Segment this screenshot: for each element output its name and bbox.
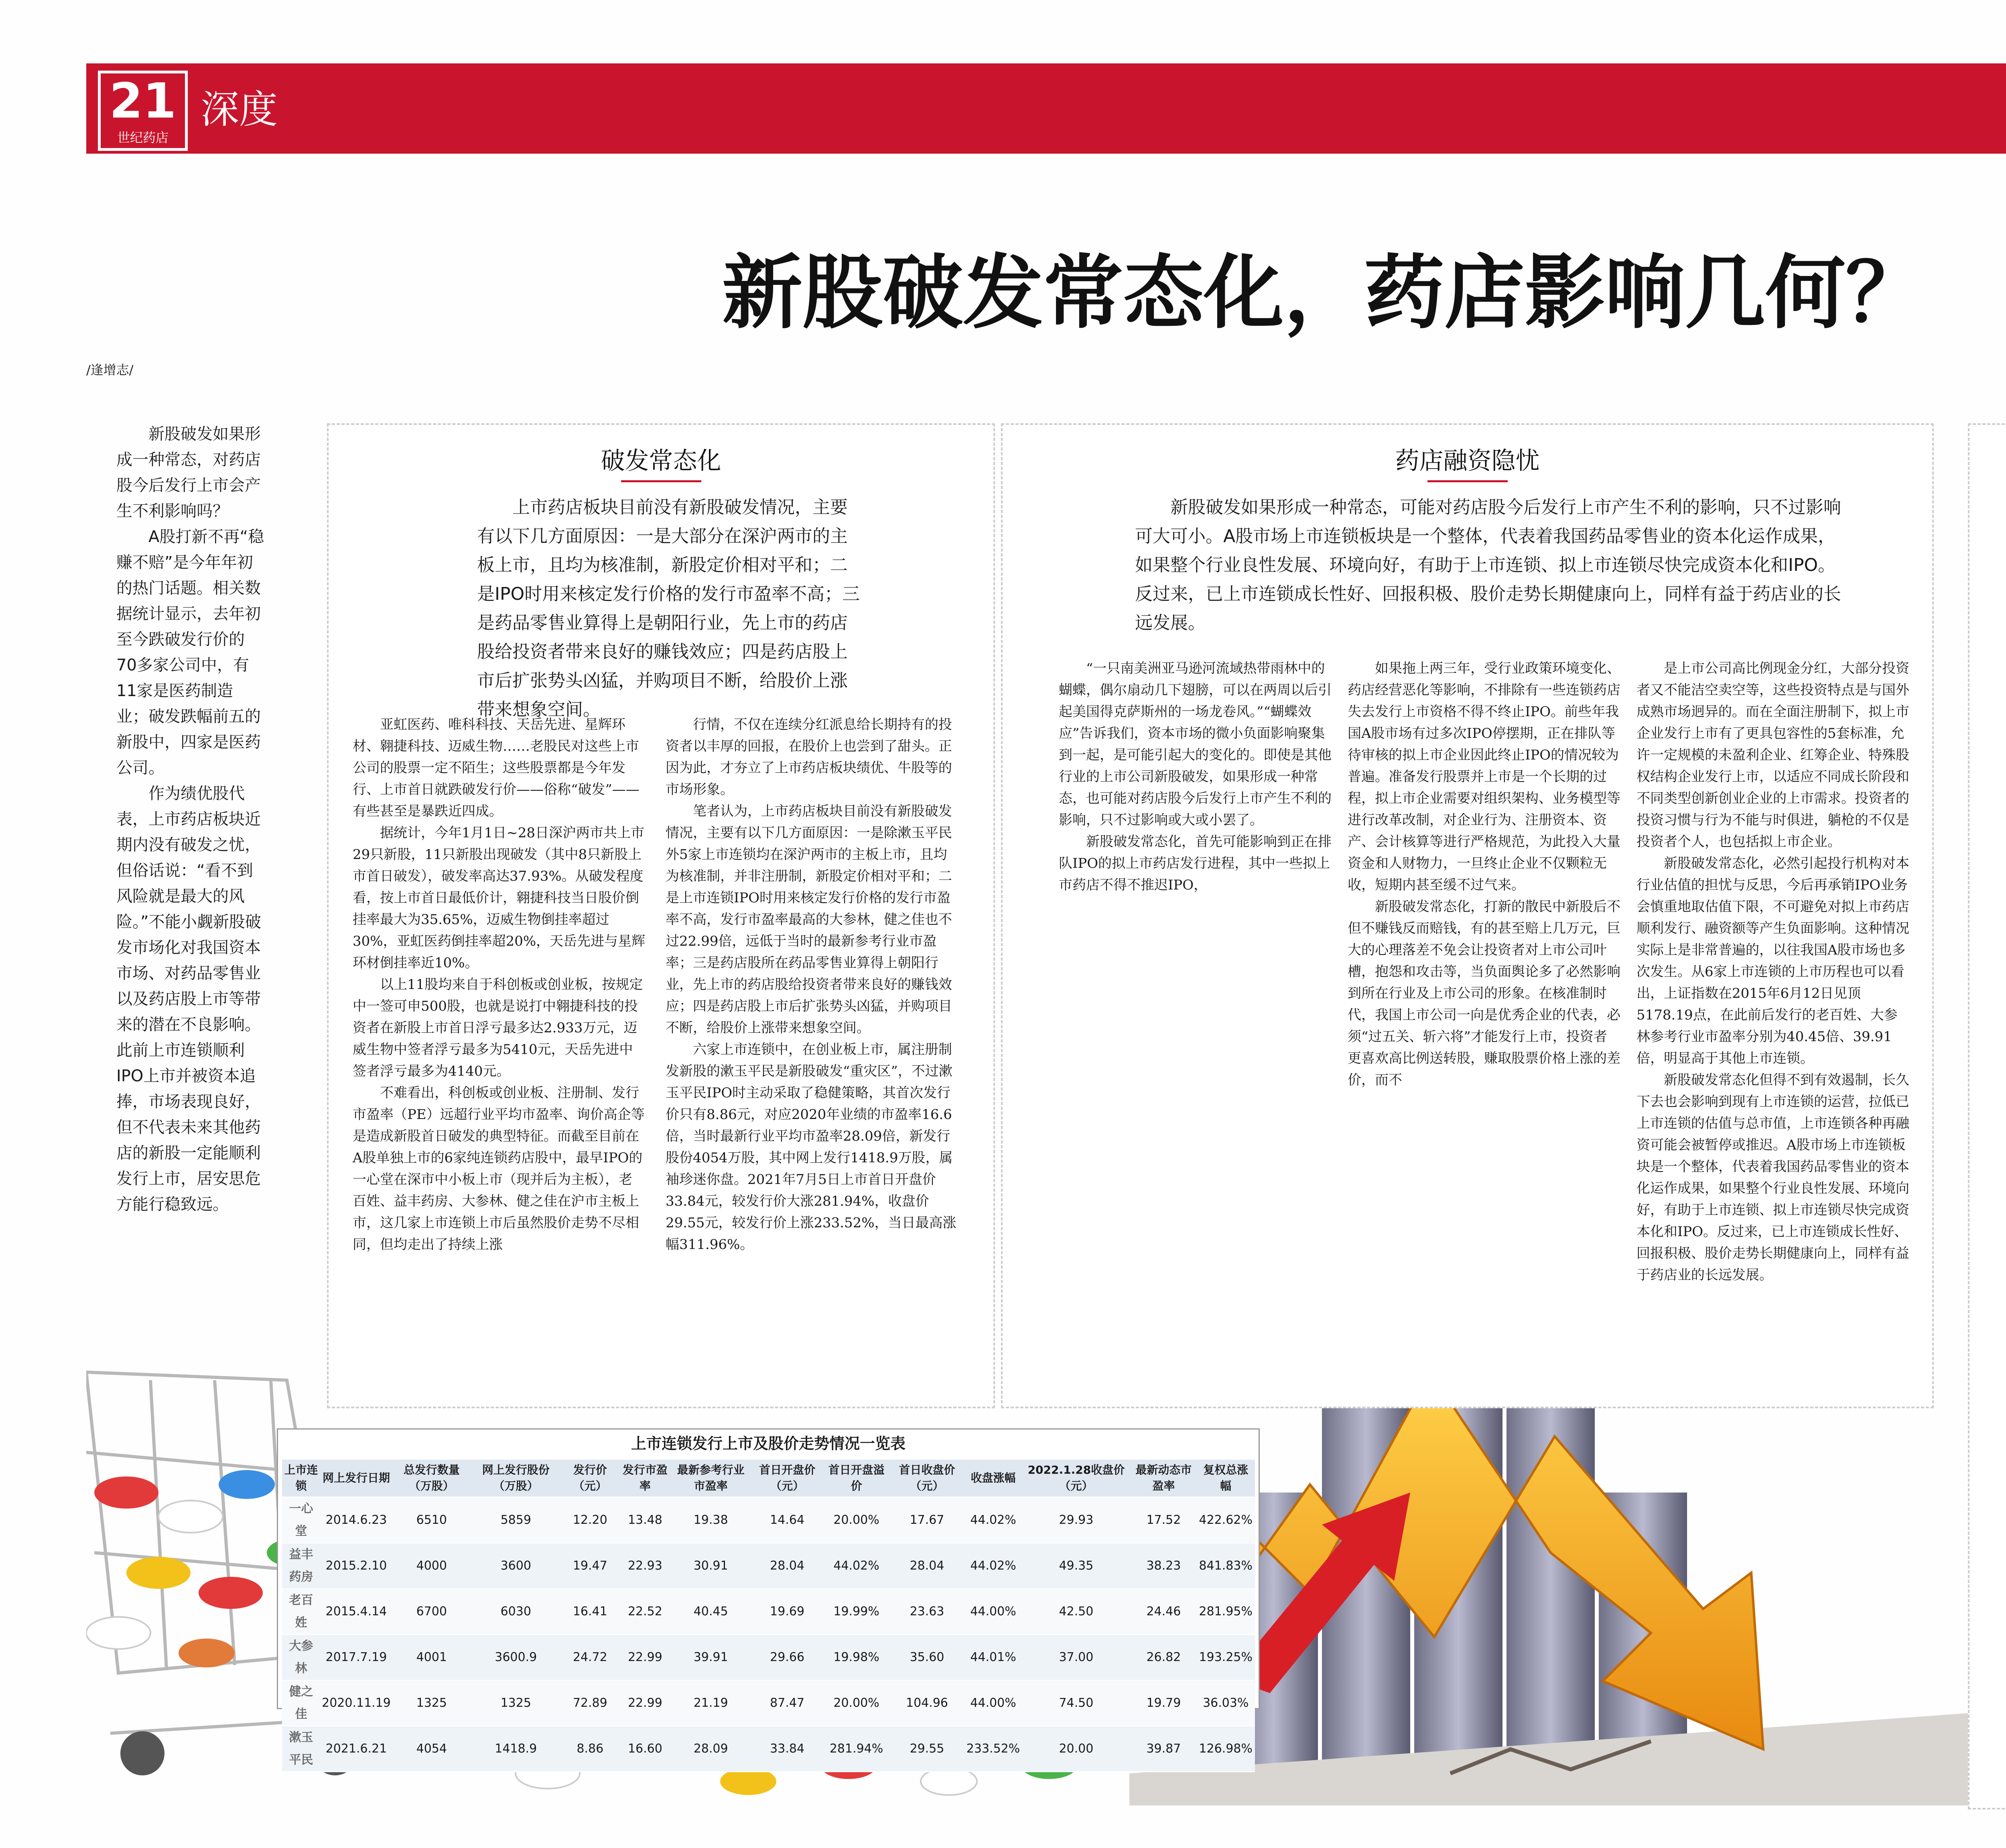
article-paragraph: 行情，不仅在连续分红派息给长期持有的投资者以丰厚的回报，在股价上也尝到了甜头。正因为此，才夯立了上市药店板块绩优、牛股等的市场形象。 [666,717,952,798]
table-cell: 3600 [471,1543,561,1589]
table-cell: 422.62% [1196,1497,1255,1543]
table-cell: 22.99 [619,1635,671,1680]
table-cell: 126.98% [1196,1726,1255,1772]
table-cell: 28.04 [889,1543,965,1589]
table-row-label: 一心堂 [282,1497,320,1543]
table-header-cell: 首日开盘溢价 [824,1460,889,1497]
table-cell: 24.46 [1131,1589,1197,1635]
table-row [282,1635,1255,1680]
table-cell: 19.98% [824,1635,889,1680]
table-cell: 39.91 [671,1635,751,1680]
article-paragraph: 笔者认为，上市药店板块目前没有新股破发情况，主要有以下几方面原因：一是除漱玉平民外5家上市连锁均在深沪两市的主板上市，且均为核准制，并非注册制，新股定价相对平和；二是上市连锁IPO时用来核定发行价格的发行市盈率不高，发行市盈率最高的大参林，健之佳也不过22.99倍，远低于当时的最新参考行业市盈率；三是药店股所在药品零售业算得上朝阳行业，先上市的药店股给投资者带来良好的赚钱效应；四是药店股上市后扩张势头凶猛，并购项目不断，给股价上涨带来想象空间。 [666,803,952,1036]
intro-paragraph: 新股破发如果形成一种常态，对药店股今后发行上市会产生不利影响吗？ [116,425,261,520]
table-cell: 4054 [392,1726,471,1772]
table-cell: 1418.9 [471,1726,561,1772]
table-cell: 17.52 [1131,1497,1197,1543]
table-cell: 1325 [392,1680,471,1726]
table-cell: 19.99% [824,1589,889,1635]
article-column [353,714,646,1255]
table-cell: 29.93 [1021,1497,1131,1543]
section-name: 深度 [201,87,278,132]
table-cell: 24.72 [561,1635,619,1680]
table-cell: 233.52% [965,1726,1021,1772]
table-cell: 841.83% [1196,1543,1255,1589]
table-row [282,1497,1255,1543]
article-column [666,714,958,1255]
table-body [282,1497,1255,1772]
article-paragraph: “一只南美洲亚马逊河流域热带雨林中的蝴蝶，偶尔扇动几下翅膀，可以在两周以后引起美国得克萨斯州的一场龙卷风。”“蝴蝶效应”告诉我们，资本市场的微小负面影响聚集到一起，是可能引起大的变化的。即使是其他行业的上市公司新股破发，如果形成一种常态，也可能对药店股今后发行上市产生不利的影响，只不过影响或大或小罢了。 [1059,660,1332,828]
table-cell: 8.86 [561,1726,619,1772]
table-cell: 16.60 [619,1726,671,1772]
table-cell: 87.47 [751,1680,824,1726]
table-cell: 2014.6.23 [320,1497,392,1543]
section-title: 药店融资隐忧 [1003,445,1932,485]
table-cell: 39.87 [1131,1726,1197,1772]
table-cell: 44.02% [965,1497,1021,1543]
table-cell: 30.91 [671,1543,751,1589]
table-header-cell: 发行价（元） [561,1460,619,1497]
table-cell: 6510 [392,1497,471,1543]
article-paragraph: 新股破发常态化，首先可能影响到正在排队IPO的拟上市药店发行进程，其中一些拟上市药店不得不推迟IPO， [1059,834,1332,893]
table-cell: 4000 [392,1543,471,1589]
table-cell: 20.00% [824,1497,889,1543]
table-header-cell: 网上发行股份（万股） [471,1460,561,1497]
table-cell: 19.47 [561,1543,619,1589]
headline: 新股破发常态化，药店影响几何？ [722,246,1926,340]
intro-paragraph: A股打新不再“稳赚不赔”是今年年初的热门话题。相关数据统计显示，去年初至今跌破发行价的70多家公司中，有11家是医药制造业；破发跌幅前五的新股中，四家是医药公司。 [116,528,264,777]
table-cell: 44.02% [824,1543,889,1589]
section-panel-1 [327,423,995,1408]
cart-wheel [120,1731,164,1775]
section-lead: 新股破发如果形成一种常态，可能对药店股今后发行上市产生不利的影响，只不过影响可大可小。A股市场上市连锁板块是一个整体，代表着我国药品零售业的资本化运作成果，如果整个行业良性发展、环境向好，有助于上市连锁、拟上市连锁尽快完成资本化和IPO。反过来，已上市连锁成长性好、回报积极、股价走势长期健康向上，同样有益于药店业的长远发展。 [1135,497,1841,633]
stock-table-box [277,1428,1260,1767]
table-cell: 20.00 [1021,1726,1131,1772]
table-header-cell: 收盘涨幅 [965,1460,1021,1497]
table-cell: 26.82 [1131,1635,1197,1680]
table-header-cell: 最新参考行业市盈率 [671,1460,751,1497]
table-header-cell: 总发行数量（万股） [392,1460,471,1497]
article-paragraph: 六家上市连锁中，在创业板上市，属注册制发新股的漱玉平民是新股破发“重灾区”，不过漱玉平民IPO时主动采取了稳健策略，其首次发行价只有8.86元，对应2020年业绩的市盈率16.6倍，当时最新行业平均市盈率28.09倍，新发行股份4054万股，其中网上发行1418.9万股，属袖珍迷你盘。2021年7月5日上市首日开盘价33.84元，较发行价大涨281.94%，收盘价29.55元，较发行价上涨233.52%，当日最高涨幅311.96%。 [666,1042,956,1253]
article-column [1348,658,1620,1091]
section-panel-3 [1968,423,2006,1809]
table-cell: 49.35 [1021,1543,1131,1589]
table-cell: 21.19 [671,1680,751,1726]
table-cell: 19.38 [671,1497,751,1543]
table-cell: 2017.7.19 [320,1635,392,1680]
table-cell: 22.99 [619,1680,671,1726]
table-cell: 42.50 [1021,1589,1131,1635]
table-row [282,1726,1255,1772]
table-cell: 20.00% [824,1680,889,1726]
article-paragraph: 新股破发常态化，必然引起投行机构对本行业估值的担忧与反思，今后再承销IPO业务会慎重地取估值下限，不可避免对拟上市药店顺利发行、融资额等产生负面影响。这种情况实际上是非常普遍的，以往我国A股市场也多次发生。从6家上市连锁的上市历程也可以看出，上证指数在2015年6月12日见顶5178.19点，在此前后发行的老百姓、大参林参考行业市盈率分别为40.45倍、39.91倍，明显高于其他上市连锁。 [1636,855,1909,1066]
table-cell: 12.20 [561,1497,619,1543]
table-cell: 29.66 [751,1635,824,1680]
table-cell: 1325 [471,1680,561,1726]
table-cell: 22.52 [619,1589,671,1635]
table-cell: 33.84 [751,1726,824,1772]
table-cell: 193.25% [1196,1635,1255,1680]
newspaper-logo [98,71,188,151]
table-row-label: 大参林 [282,1635,320,1680]
table-header-cell: 最新动态市盈率 [1131,1460,1197,1497]
section-title [1969,445,2006,485]
table-cell: 28.04 [751,1543,824,1589]
article-paragraph: 亚虹医药、唯科科技、天岳先进、星辉环材、翱捷科技、迈威生物……老股民对这些上市公司的股票一定不陌生；这些股票都是今年发行、上市首日就跌破发行价——俗称“破发”——有些甚至是暴跌近四成。 [353,717,640,819]
table-cell: 281.95% [1196,1589,1255,1635]
table-cell: 44.02% [965,1543,1021,1589]
table-header-cell: 首日收盘价（元） [889,1460,965,1497]
article-paragraph: 以上11股均来自于科创板或创业板，按规定中一签可申500股，也就是说打中翱捷科技的投资者在新股上市首日浮亏最多达2.933万元，迈威生物中签者浮亏最多为5410元，天岳先进中签者浮亏最多为4140元。 [353,977,643,1079]
table-header-cell: 网上发行日期 [320,1460,392,1497]
table-cell: 35.60 [889,1635,965,1680]
table-cell: 40.45 [671,1589,751,1635]
table-cell: 44.00% [965,1589,1021,1635]
table-title: 上市连锁发行上市及股价走势情况一览表 [631,1435,906,1452]
table-cell: 74.50 [1021,1680,1131,1726]
table-cell: 72.89 [561,1680,619,1726]
table-cell: 22.93 [619,1543,671,1589]
table-cell: 3600.9 [471,1635,561,1680]
stock-table [282,1460,1255,1772]
table-cell: 28.09 [671,1726,751,1772]
table-row-label: 健之佳 [282,1680,320,1726]
table-cell: 104.96 [889,1680,965,1726]
table-header-row [282,1460,1255,1497]
table-cell: 14.64 [751,1497,824,1543]
article-paragraph: 是上市公司高比例现金分红，大部分投资者又不能洁空卖空等，这些投资特点是与国外成熟市场迥异的。而在全面注册制下，拟上市企业发行上市有了更具包容性的5套标准，允许一定规模的未盈利企业、红筹企业、特殊股权结构企业发行上市，以适应不同成长阶段和不同类型创新创业企业的上市需求。投资者的投资习惯与行为不能与时俱进，躺枪的不仅是投资者个人，也包括拟上市企业。 [1636,660,1909,850]
table-cell: 2020.11.19 [320,1680,392,1726]
table-cell: 5859 [471,1497,561,1543]
table-header-cell: 上市连锁 [282,1460,320,1497]
article-paragraph: 据统计，今年1月1日~28日深沪两市共上市29只新股，11只新股出现破发（其中8只新股上市首日破发），破发率高达37.93%。从破发程度看，按上市首日最低价计，翱捷科技当日股价倒挂率最大为35.65%，迈威生物倒挂率超过30%，亚虹医药倒挂率超20%，天岳先进与星辉环材倒挂率近10%。 [353,825,646,971]
table-cell: 19.79 [1131,1680,1197,1726]
table-cell: 6030 [471,1589,561,1635]
section-title: 破发常态化 [329,445,993,485]
intro-paragraph: 作为绩优股代表，上市药店板块近期内没有破发之忧，但俗话说：“看不到风险就是最大的风险。”不能小觑新股破发市场化对我国资本市场、对药品零售业以及药店股上市等带来的潜在不良影响。此前上市连锁顺利IPO上市并被资本追捧，市场表现良好，但不代表未来其他药店的新股一定能顺利发行上市，居安思危方能行稳致远。 [116,784,261,1214]
table-cell: 2015.2.10 [320,1543,392,1589]
article-paragraph: 新股破发常态化但得不到有效遏制，长久下去也会影响到现有上市连锁的运营，拉低已上市连锁的估值与总市值，上市连锁各种再融资可能会被暂停或推迟。A股市场上市连锁板块是一个整体，代表着我国药品零售业的资本化运作成果，如果整个行业良性发展、环境向好，有助于上市连锁、拟上市连锁尽快完成资本化和IPO。反过来，已上市连锁成长性好、回报积极、股价走势长期健康向上，同样有益于药店业的长远发展。 [1636,1072,1909,1283]
logo-text: 世纪药店 [117,130,169,145]
article-column [1636,658,1909,1286]
byline: /逢增志/ [86,362,134,378]
table-cell: 37.00 [1021,1635,1131,1680]
table-header-cell: 发行市盈率 [619,1460,671,1497]
table-row [282,1680,1255,1726]
table-cell: 2015.4.14 [320,1589,392,1635]
table-cell: 44.00% [965,1680,1021,1726]
table-cell: 4001 [392,1635,471,1680]
table-row [282,1589,1255,1635]
table-header-cell: 首日开盘价（元） [751,1460,824,1497]
article-paragraph: 如果拖上两三年，受行业政策环境变化、药店经营恶化等影响，不排除有一些连锁药店失去发行上市资格不得不终止IPO。前些年我国A股市场有过多次IPO停摆期，正在排队等待审核的拟上市企业因此终止IPO的情况较为普遍。准备发行股票并上市是一个长期的过程，拟上市企业需要对组织架构、业务模型等进行改革改制，对企业行为、注册资本、资产、会计核算等进行严格规范，为此投入大量资金和人财物力，一旦终止企业不仅颗粒无收，短期内甚至缓不过气来。 [1348,660,1620,893]
table-cell: 38.23 [1131,1543,1197,1589]
table-cell: 44.01% [965,1635,1021,1680]
article-paragraph: 不难看出，科创板或创业板、注册制、发行市盈率（PE）远超行业平均市盈率、询价高企等是造成新股首日破发的典型特征。而截至目前在A股单独上市的6家纯连锁药店股中，最早IPO的一心堂在深市中小板上市（现并后为主板），老百姓、益丰药房、大参林、健之佳在沪市主板上市，这几家上市连锁上市后虽然股价走势不尽相同，但均走出了持续上涨 [353,1085,645,1253]
table-row-label: 老百姓 [282,1589,320,1635]
table-header-cell: 复权总涨幅 [1196,1460,1255,1497]
article-paragraph: 新股破发常态化，打新的散民中新股后不但不赚钱反而赔钱，有的甚至赔上几万元，巨大的心理落差不免会让投资者对上市公司叶槽，抱怨和攻击等，当负面舆论多了必然影响到所在行业及上市公司的形象。在核准制时代，我国上市公司一向是优秀企业的代表，必须“过五关、斩六将”才能发行上市，投资者更喜欢高比例送转股，赚取股票价格上涨的差价，而不 [1348,899,1620,1088]
section-lead: 上市药店板块目前没有新股破发情况，主要有以下几方面原因：一是大部分在深沪两市的主板上市，且均为核准制，新股定价相对平和；二是IPO时用来核定发行价格的发行市盈率不高；三是药品零售业算得上是朝阳行业，先上市的药店股给投资者带来良好的赚钱效应；四是药店股上市后扩张势头凶猛，并购项目不断，给股价上涨带来想象空间。 [477,497,860,720]
table-cell: 23.63 [889,1589,965,1635]
table-header-cell: 2022.1.28收盘价（元） [1021,1460,1131,1497]
table-cell: 16.41 [561,1589,619,1635]
article-column [1059,658,1332,896]
table-cell: 13.48 [619,1497,671,1543]
table-cell: 36.03% [1196,1680,1255,1726]
logo-number: 21 [109,73,177,129]
table-cell: 29.55 [889,1726,965,1772]
table-cell: 17.67 [889,1497,965,1543]
table-cell: 2021.6.21 [320,1726,392,1772]
table-row-label: 漱玉平民 [282,1726,320,1772]
table-cell: 6700 [392,1589,471,1635]
table-cell: 281.94% [824,1726,889,1772]
header-band [86,63,2006,154]
section-panel-2 [1001,423,1934,1408]
table-cell: 19.69 [751,1589,824,1635]
table-row [282,1543,1255,1589]
table-row-label: 益丰药房 [282,1543,320,1589]
